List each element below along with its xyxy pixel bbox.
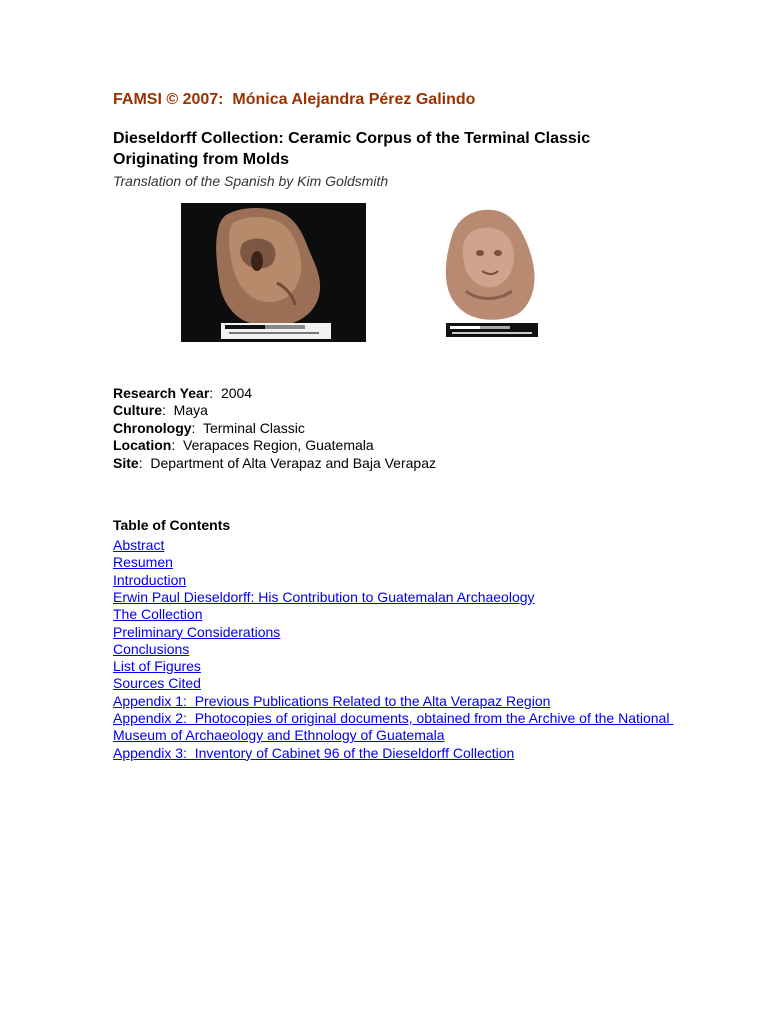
meta-row-location: Location: Verapaces Region, Guatemala	[113, 437, 374, 454]
toc-link-sources-cited[interactable]: Sources Cited	[113, 675, 201, 692]
translation-credit: Translation of the Spanish by Kim Goldsmith	[113, 173, 389, 189]
toc-link-appendix-1[interactable]: Appendix 1: Previous Publications Related to the Alta Verapaz Region	[113, 692, 551, 709]
meta-row-research-year: Research Year: 2004	[113, 385, 253, 401]
research-metadata	[113, 385, 673, 472]
toc-heading: Table of Contents	[113, 517, 231, 534]
famsi-credit-line: FAMSI © 2007: Mónica Alejandra Pérez Galindo	[113, 91, 476, 108]
toc-link-the-collection[interactable]: The Collection	[113, 606, 203, 623]
toc-link-resumen[interactable]: Resumen	[113, 554, 173, 571]
meta-label: Research Year	[113, 385, 210, 401]
toc-link-introduction[interactable]: Introduction	[113, 571, 187, 588]
meta-label: Location	[113, 437, 172, 454]
table-of-contents	[113, 537, 673, 762]
toc-link-appendix-2[interactable]: Appendix 2: Photocopies of original documents, obtained from the Archive of the National Museum of Archaeology and Ethnology of Guatemala	[113, 710, 674, 744]
toc-link-preliminary-considerations[interactable]: Preliminary Considerations	[113, 623, 281, 640]
meta-row-site: Site: Department of Alta Verapaz and Baja Verapaz	[113, 454, 436, 471]
document-page	[113, 88, 673, 762]
document-title: Dieseldorff Collection: Ceramic Corpus of the Terminal Classic Originating from Molds	[113, 130, 591, 168]
meta-value: 2004	[220, 385, 253, 401]
toc-link-appendix-3[interactable]: Appendix 3: Inventory of Cabinet 96 of the Dieseldorff Collection	[113, 744, 515, 761]
meta-value: Department of Alta Verapaz and Baja Verapaz	[150, 454, 436, 471]
meta-label: Culture	[113, 402, 162, 419]
meta-label: Chronology	[113, 419, 192, 436]
toc-link-conclusions[interactable]: Conclusions	[113, 640, 190, 657]
toc-link-dieseldorff-contribution[interactable]: Erwin Paul Dieseldorff: His Contribution to Guatemalan Archaeology	[113, 588, 535, 605]
meta-value: Maya	[173, 402, 208, 419]
toc-link-abstract[interactable]: Abstract	[113, 537, 165, 554]
meta-label: Site	[113, 454, 139, 471]
meta-row-culture: Culture: Maya	[113, 402, 208, 419]
meta-value: Terminal Classic	[202, 419, 305, 436]
ceramic-mold-photo-light	[438, 205, 540, 339]
toc-link-list-of-figures[interactable]: List of Figures	[113, 658, 201, 675]
meta-row-chronology: Chronology: Terminal Classic	[113, 419, 305, 436]
ceramic-mold-photo-dark	[181, 203, 366, 342]
meta-value: Verapaces Region, Guatemala	[183, 437, 374, 454]
artifact-photos	[113, 203, 673, 343]
